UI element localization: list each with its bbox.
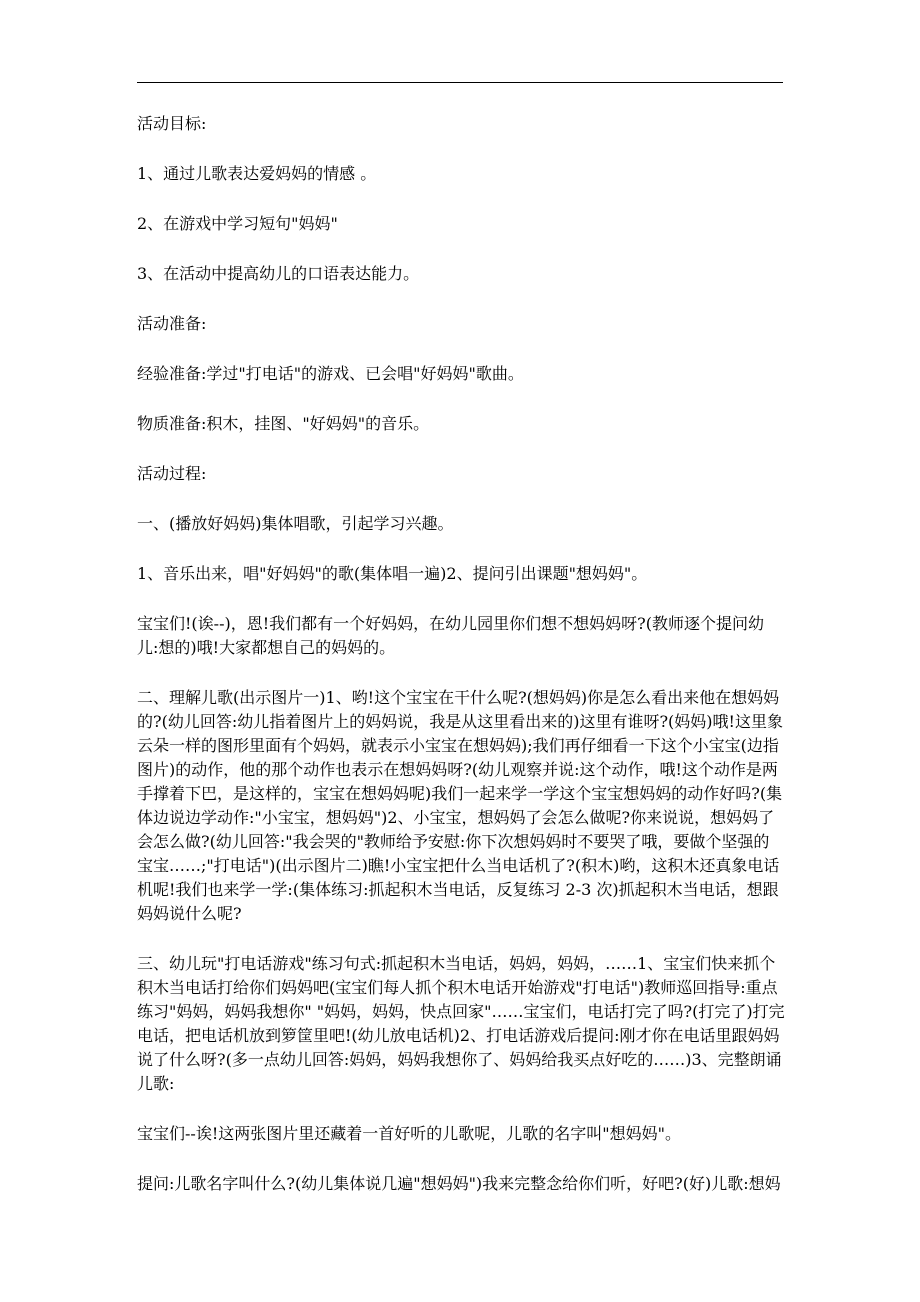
process-dialogue-2: 宝宝们--诶!这两张图片里还藏着一首好听的儿歌呢，儿歌的名字叫"想妈妈"。 [137,1124,681,1143]
section-heading-preparation: 活动准备: [137,314,207,333]
process-step-3: 三、幼儿玩"打电话游戏"练习句式:抓起积木当电话，妈妈，妈妈，……1、宝宝们快来抓个积木当电话打给你们妈妈吧(宝宝们每人抓个积木电话开始游戏"打电话")教师巡回指导:重点练习"妈妈，妈妈我想你" "妈妈，妈妈，快点回家"……宝宝们，电话打完了吗?(打完了)打完电话，把电话机放到箩筐里吧!(幼儿放电话机)2、打电话游戏后提问:刚才你在电话里跟妈妈说了什么呀?(多一点幼儿回答:妈妈，妈妈我想你了、妈妈给我买点好吃的……)3、完整朗诵儿歌: [137,954,785,1093]
goal-item-1: 1、通过儿歌表达爱妈妈的情感 。 [137,164,377,183]
section-heading-goals: 活动目标: [137,114,207,133]
goal-item-2: 2、在游戏中学习短句"妈妈" [137,214,338,233]
process-step-2: 二、理解儿歌(出示图片一)1、哟!这个宝宝在干什么呢?(想妈妈)你是怎么看出来他在想妈妈的?(幼儿回答:幼儿指着图片上的妈妈说，我是从这里看出来的)这里有谁呀?(妈妈)哦!这里象云朵一样的图形里面有个妈妈，就表示小宝宝在想妈妈);我们再仔细看一下这个小宝宝(边指图片)的动作，他的那个动作也表示在想妈妈呀?(幼儿观察并说:这个动作，哦!这个动作是两手撑着下巴，是这样的，宝宝在想妈妈呢)我们一起来学一学这个宝宝想妈妈的动作好吗?(集体边说边学动作:"小宝宝，想妈妈")2、小宝宝，想妈妈了会怎么做呢?你来说说，想妈妈了会怎么做?(幼儿回答:"我会哭的"教师给予安慰:你下次想妈妈时不要哭了哦，要做个坚强的宝宝……;"打电话")(出示图片二)瞧!小宝宝把什么当电话机了?(积木)哟，这积木还真象电话机呢!我们也来学一学:(集体练习:抓起积木当电话，反复练习 2-3 次)抓起积木当电话，想跟妈妈说什么呢? [137,688,783,923]
header-rule [137,82,783,83]
material-preparation: 物质准备:积木，挂图、"好妈妈"的音乐。 [137,414,430,433]
goal-item-3: 3、在活动中提高幼儿的口语表达能力。 [137,264,420,283]
document-body [137,112,785,1222]
process-dialogue-1: 宝宝们!(诶--)，恩!我们都有一个好妈妈，在幼儿园里你们想不想妈妈呀?(教师逐个提问幼儿:想的)哦!大家都想自己的妈妈的。 [137,614,764,657]
process-question: 提问:儿歌名字叫什么?(幼儿集体说几遍"想妈妈")我来完整念给你们听，好吧?(好)儿歌:想妈 [137,1174,781,1193]
process-step-1: 一、(播放好妈妈)集体唱歌，引起学习兴趣。 [137,514,454,533]
section-heading-process: 活动过程: [137,464,207,483]
process-step-1-detail: 1、音乐出来，唱"好妈妈"的歌(集体唱一遍)2、提问引出课题"想妈妈"。 [137,564,648,583]
experience-preparation: 经验准备:学过"打电话"的游戏、已会唱"好妈妈"歌曲。 [137,364,524,383]
